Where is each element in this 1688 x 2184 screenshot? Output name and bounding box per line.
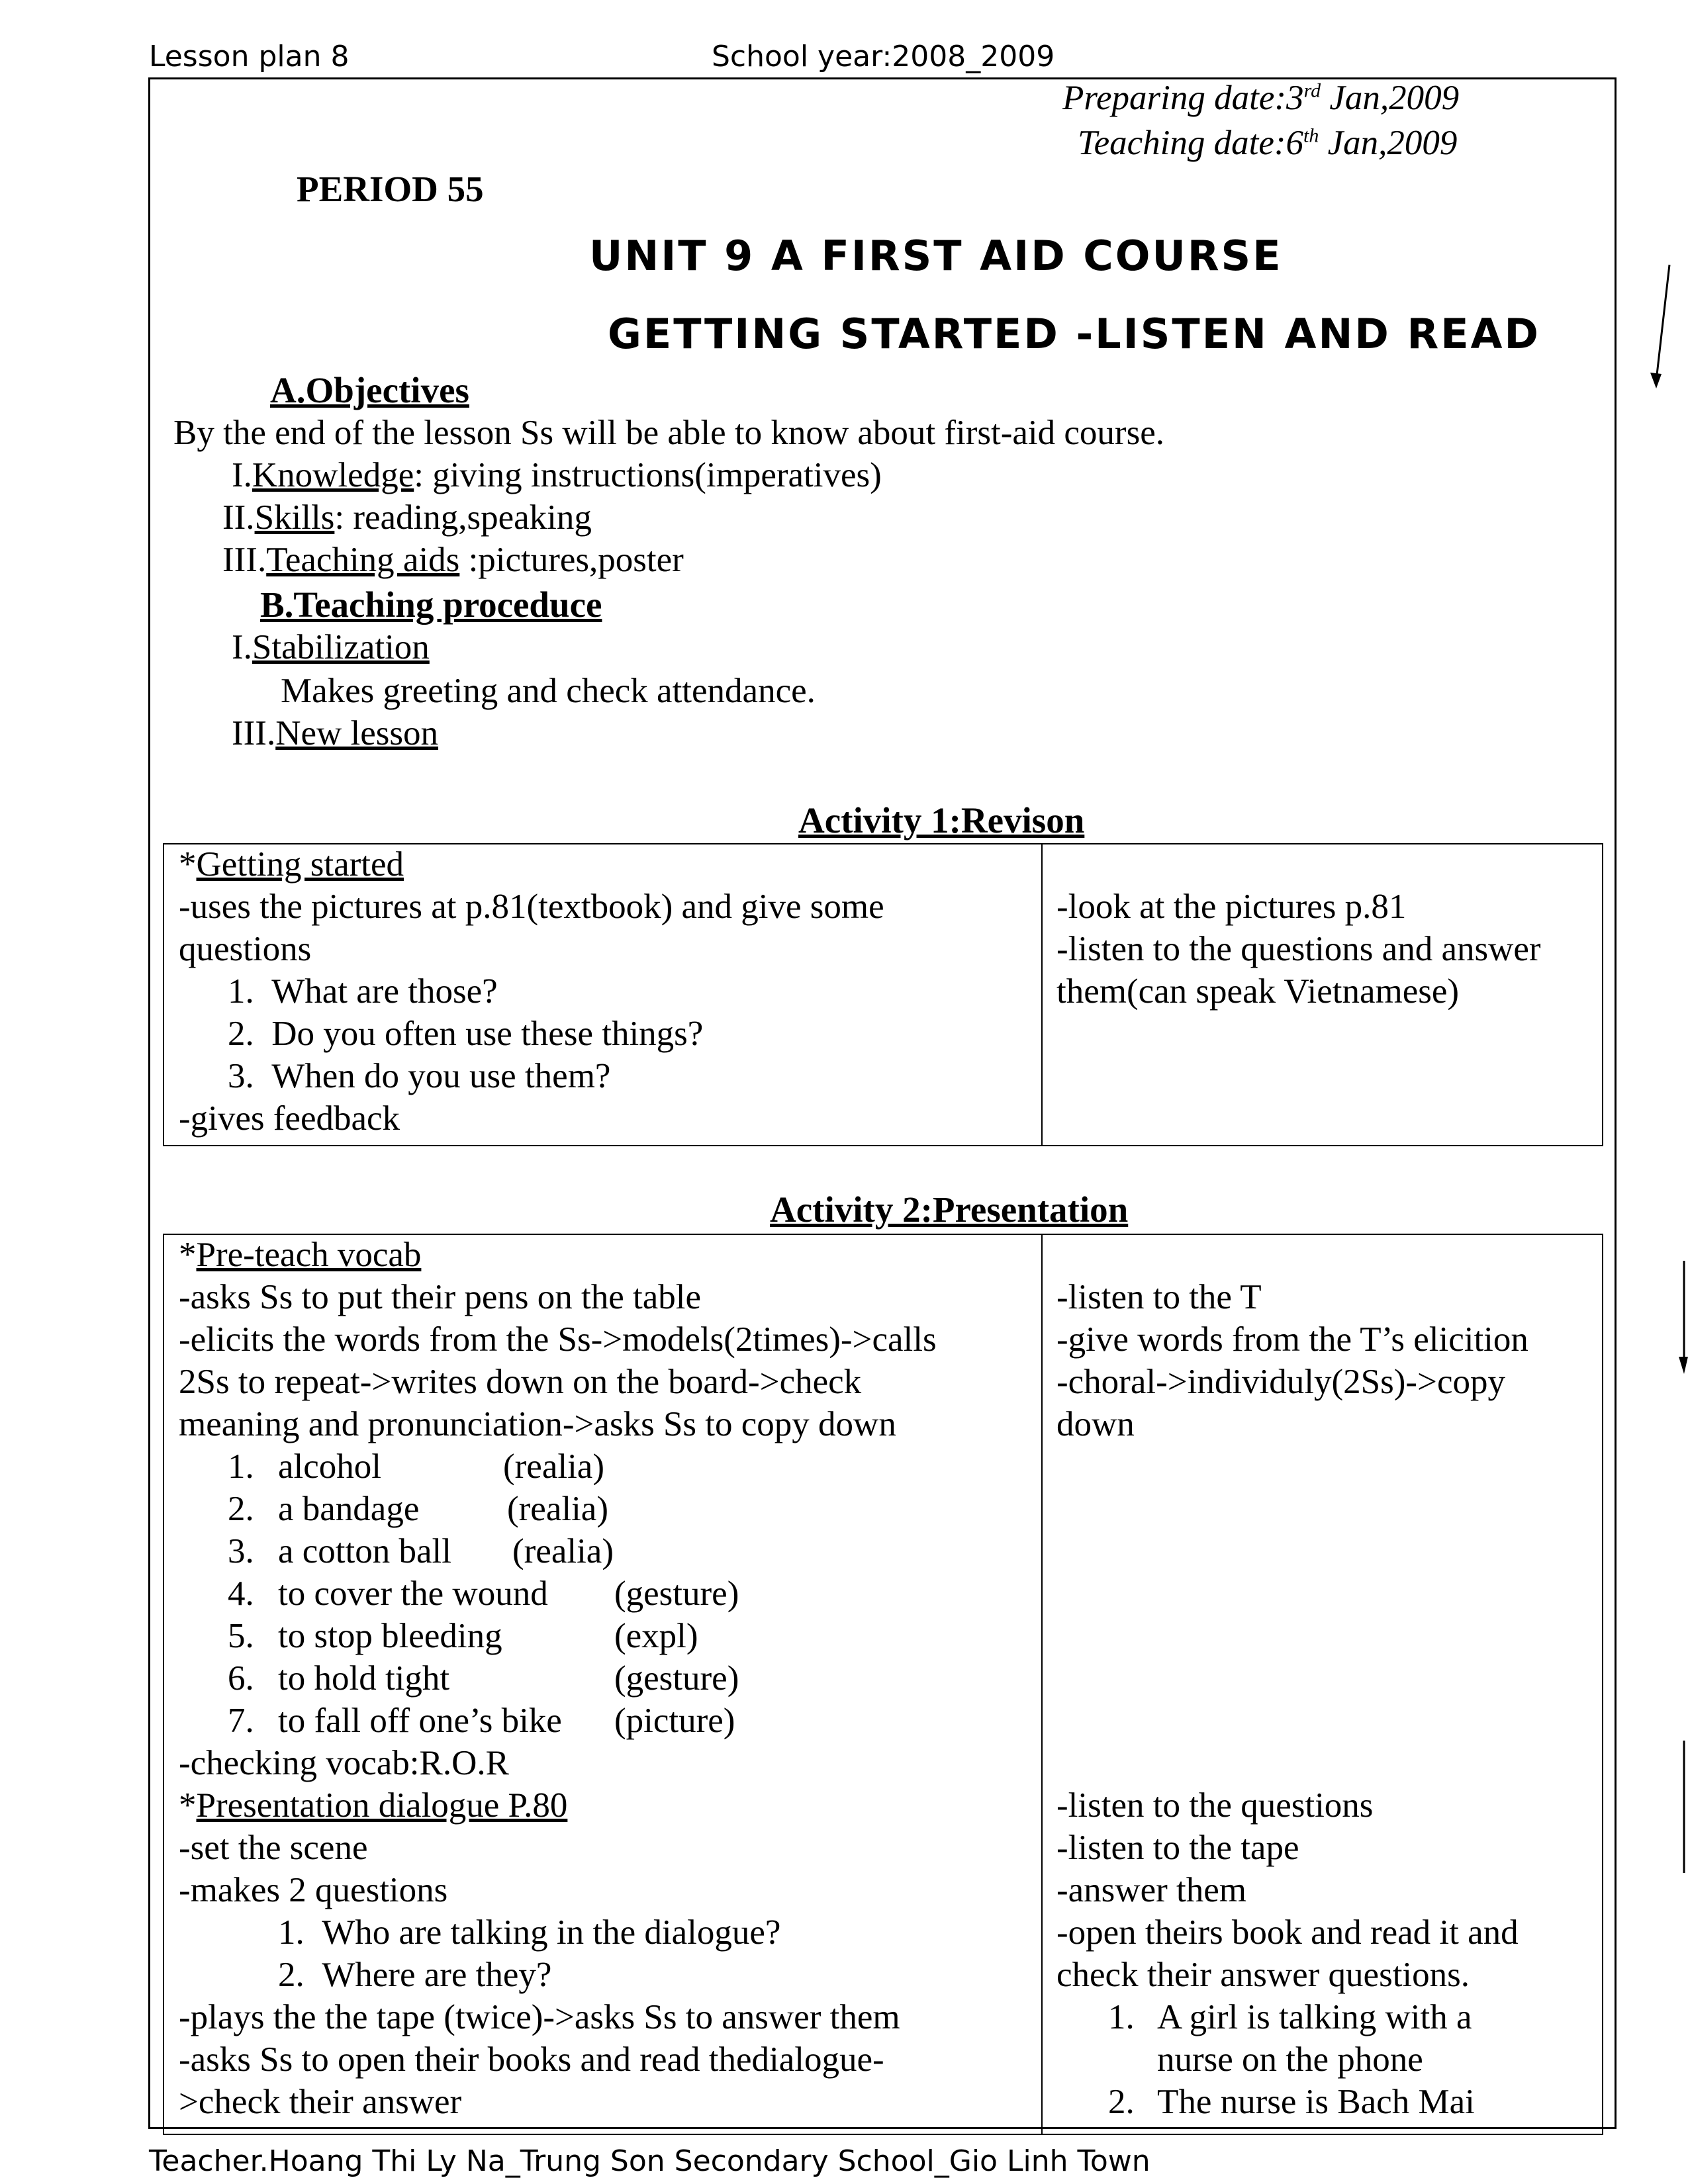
procedure-heading: B.Teaching proceduce [260,584,602,625]
vocab-item: 3. [228,1532,254,1570]
activity1-teacher-line: -uses the pictures at p.81(textbook) and give some [179,887,884,926]
vocab-item: 2. [228,1490,254,1528]
activity2-student-line: -give words from the T’s elicition [1056,1320,1528,1359]
objective-teaching-aids: III.Teaching aids :pictures,poster [222,541,684,579]
activity1-student-line: them(can speak Vietnamese) [1056,972,1460,1011]
vocab-word: a bandage [278,1490,420,1528]
activity1-question: 3. When do you use them? [228,1057,611,1095]
activity2-dialogue-section: *Presentation dialogue P.80 [179,1786,568,1825]
header-lesson-plan: Lesson plan 8 [149,40,350,73]
margin-arrow-icon [1668,1257,1688,1377]
activity2-checking: -checking vocab:R.O.R [179,1744,509,1782]
activity1-teacher-line: questions [179,930,312,968]
vocab-word: alcohol [278,1447,381,1486]
activity2-teacher-line: -asks Ss to put their pens on the table [179,1278,701,1316]
objective-skills: II.Skills: reading,speaking [222,498,592,537]
vocab-item: 4. [228,1574,254,1613]
vocab-method: (realia) [503,1447,604,1486]
vocab-method: (expl) [614,1617,698,1655]
activity2-student-line: -open theirs book and read it and [1056,1913,1519,1952]
vocab-item: 1. [228,1447,254,1486]
margin-arrow-icon [1648,261,1675,394]
objectives-heading: A.Objectives [270,370,469,410]
activity2-teacher-line: -makes 2 questions [179,1871,448,1909]
activity2-student-line: -listen to the tape [1056,1829,1299,1867]
activity2-teacher-line: meaning and pronunciation->asks Ss to copy down [179,1405,896,1443]
vocab-word: to hold tight [278,1659,450,1698]
stabilization-item: I.Stabilization [232,628,430,666]
vocab-item: 7. [228,1702,254,1740]
activity1-student-line: -look at the pictures p.81 [1056,887,1407,926]
activity2-teacher-line: -asks Ss to open their books and read thedialogue- [179,2040,884,2079]
activity1-column-divider [1041,844,1043,1145]
activity2-answer: The nurse is Bach Mai [1157,2083,1475,2121]
activity2-student-line: -listen to the questions [1056,1786,1374,1825]
activity2-student-line: -listen to the T [1056,1278,1262,1316]
new-lesson-item: III.New lesson [232,714,439,752]
vocab-word: to cover the wound [278,1574,548,1613]
section-title: GETTING STARTED -LISTEN AND READ [608,310,1540,358]
activity1-student-line: -listen to the questions and answer [1056,930,1541,968]
vocab-word: to stop bleeding [278,1617,502,1655]
teaching-date: Teaching date:6th Jan,2009 [1078,124,1458,162]
header-school-year: School year:2008_2009 [712,40,1055,73]
vocab-method: (gesture) [614,1574,739,1613]
activity2-vocab-section: *Pre-teach vocab [179,1236,422,1274]
activity2-student-line: check their answer questions. [1056,1956,1470,1994]
activity2-teacher-line: >check their answer [179,2083,462,2121]
activity2-question: 2. Where are they? [278,1956,552,1994]
vocab-method: (realia) [512,1532,614,1570]
activity2-teacher-line: -set the scene [179,1829,368,1867]
activity1-heading: Activity 1:Revison [798,800,1085,841]
activity2-student-line: down [1056,1405,1135,1443]
vocab-word: to fall off one’s bike [278,1702,562,1740]
vocab-item: 5. [228,1617,254,1655]
vocab-word: a cotton ball [278,1532,451,1570]
activity1-getting-started: *Getting started [179,845,404,884]
activity2-heading: Activity 2:Presentation [770,1189,1129,1230]
period-label: PERIOD 55 [297,169,484,209]
vocab-method: (gesture) [614,1659,739,1698]
activity2-column-divider [1041,1235,1043,2134]
activity2-answer: nurse on the phone [1157,2040,1423,2079]
activity2-teacher-line: -elicits the words from the Ss->models(2times)->calls [179,1320,937,1359]
activity1-feedback: -gives feedback [179,1099,400,1138]
activity2-question: 1. Who are talking in the dialogue? [278,1913,781,1952]
margin-line [1675,1741,1688,1873]
activity1-table [163,843,1603,1146]
objective-knowledge: I.Knowledge: giving instructions(imperatives) [232,456,882,494]
preparing-date: Preparing date:3rd Jan,2009 [1062,79,1460,117]
activity2-student-line: -choral->individuly(2Ss)->copy [1056,1363,1505,1401]
vocab-method: (picture) [614,1702,735,1740]
activity2-answer: A girl is talking with a [1157,1998,1472,2036]
activity2-teacher-line: 2Ss to repeat->writes down on the board->check [179,1363,862,1401]
activity2-teacher-line: -plays the the tape (twice)->asks Ss to answer them [179,1998,900,2036]
activity2-answer-number: 1. [1108,1998,1135,2036]
unit-title: UNIT 9 A FIRST AID COURSE [589,232,1283,280]
activity2-answer-number: 2. [1108,2083,1135,2121]
activity1-question: 1. What are those? [228,972,498,1011]
objectives-intro: By the end of the lesson Ss will be able to know about first-aid course. [173,414,1164,452]
footer-teacher: Teacher.Hoang Thi Ly Na_Trung Son Secondary School_Gio Linh Town [149,2144,1150,2178]
vocab-item: 6. [228,1659,254,1698]
stabilization-text: Makes greeting and check attendance. [281,672,816,710]
activity2-table [163,1234,1603,2135]
activity1-question: 2. Do you often use these things? [228,1015,704,1053]
vocab-method: (realia) [507,1490,608,1528]
activity2-student-line: -answer them [1056,1871,1246,1909]
